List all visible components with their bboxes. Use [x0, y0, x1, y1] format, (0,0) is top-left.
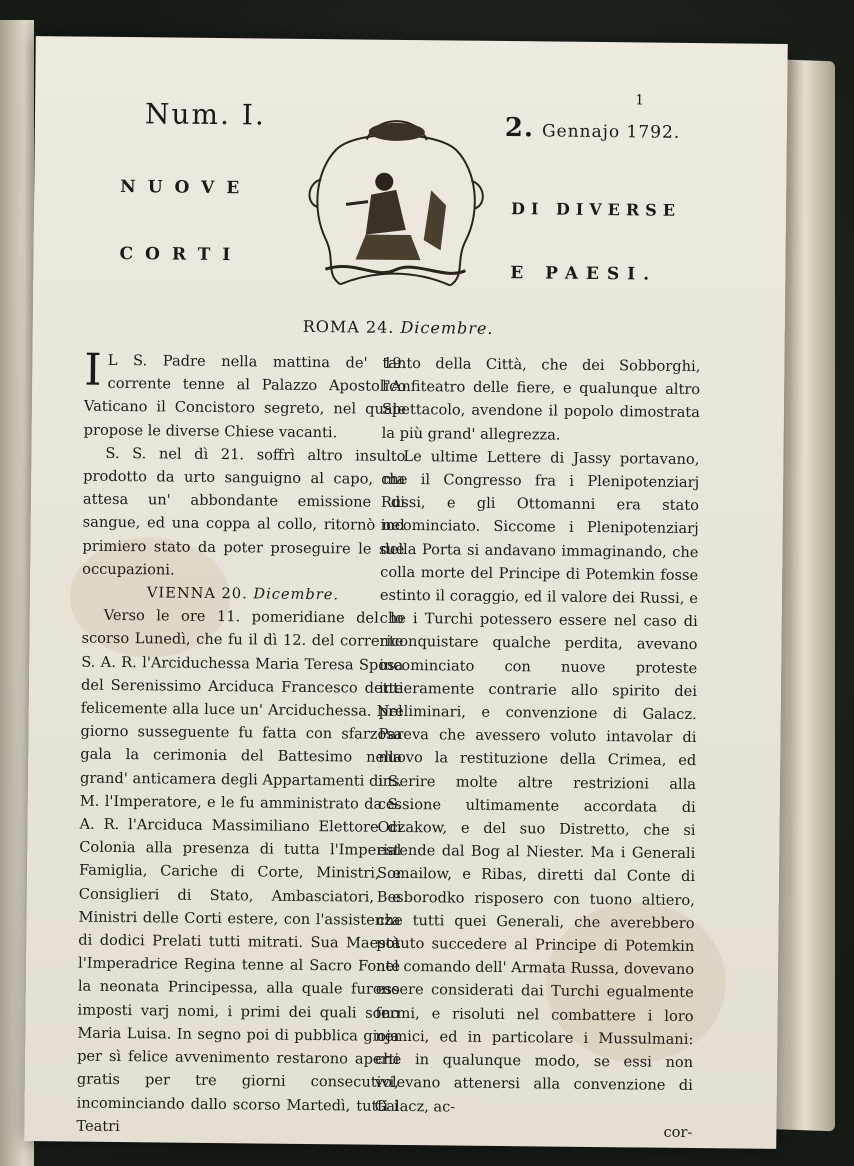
paragraph-text: S. S. nel dì 21. soffrì altro insulto prodotto da urto sanguigno al capo, ma attesa un' abbondante emissione di sangue, ed una coppa al collo, ritornò nel primiero stato da poter proseguire le sue occupazioni.	[82, 444, 406, 579]
issue-day: 2.	[504, 113, 535, 144]
title-di-diverse: DI DIVERSE	[510, 199, 682, 220]
issue-date	[505, 113, 681, 145]
issue-number: Num. I.	[144, 97, 267, 132]
dateline-place: VIENNA 20.	[146, 584, 248, 603]
title-e-paesi: E PAESI.	[510, 263, 658, 285]
catchword: cor-	[663, 1123, 693, 1141]
paragraph-text: tanto della Città, che dei Sobborghi, l'Anfiteatro delle fiere, e qualunque altro Spettacolo, avendone il popolo dimostrata la più grand' allegrezza.	[381, 354, 701, 444]
dateline-date: Dicembre.	[400, 317, 494, 338]
paragraph-text: L S. Padre nella mattina de' 19. corrente tenne al Palazzo Apostolico Vaticano il Concistoro segreto, nel quale propose le diverse Chiese vacanti.	[83, 351, 407, 441]
paragraph-text: Le ultime Lettere di Jassy portavano, che il Congresso fra i Plenipotenziarj Russi, e gli Ottomanni era stato incominciato. Siccome i Plenipotenziarj della Porta si andavano immaginando, che colla morte del Principe di Potemkin fosse estinto il coraggio, ed il valore dei Russi, e che i Turchi potessero essere nel caso di riconquistare qualche perdita, avevano incominciato con nuove proteste intieramente contrarie allo spirito dei preliminari, e convenzione di Galacz. Pareva che avessero voluto intavolar di nuovo la restituzione della Crimea, ed inserire molte altre restrizioni alla cessione ultimamente accordata di Oczakow, e del suo Distretto, che si estende dal Bog al Niester. Ma i Generali Somailow, e Ribas, diretti dal Conte di Besborodko risposero con tuono altiero, che tutti quei Generali, che averebbero potuto succedere al Principe di Potemkin nel comando dell' Armata Russa, dovevano essere considerati dai Turchi egualmente fermi, e risoluti nel combattere i loro nemici, ed in particolare i Mussulmani: che in qualunque modo, se essi non volevano attenersi alla convenzione di Galacz, ac-	[374, 447, 700, 1116]
right-column	[374, 352, 700, 1144]
dropcap-letter: I	[84, 344, 102, 396]
paragraph-text: Verso le ore 11. pomeridiane del lo scorso Lunedì, che fu il dì 12. del corrente S. A. R. l'Arciduchessa Maria Teresa Sposa del Serenissimo Arciduca Francesco dette felicemente alla luce un' Arciduchessa. Nel giorno susseguente fu fatta con sfarzosa gala la cerimonia del Battesimo nella grand' anticamera degli Appartamenti di S. M. l'Imperatore, e le fu amministrato da S. A. R. l'Arciduca Massimiliano Elettore di Colonia alla presenza di tutta l'Imperial Famiglia, Cariche di Corte, Ministri, e Consiglieri di Stato, Ambasciatori, e Ministri delle Corti estere, con l'assistenza di dodici Prelati tutti mitrati. Sua Maestà l'Imperadrice Regina tenne al Sacro Fonte la neonata Principessa, alla quale furono imposti varj nomi, i primi dei quali sono Maria Luisa. In segno poi di pubblica gioja per sì felice avvenimento restarono aperti gratis per tre giorni consecutivi, incominciando dallo scorso Martedì, tutti i Teatri	[76, 607, 404, 1135]
title-corti: CORTI	[119, 243, 243, 266]
left-column	[76, 344, 407, 1141]
dateline-date: Dicembre.	[253, 585, 340, 604]
title-nuove: NUOVE	[120, 176, 252, 199]
newspaper-page	[24, 36, 788, 1149]
page-number: 1	[635, 92, 645, 109]
masthead	[32, 36, 787, 374]
issue-month-year: Gennajo 1792.	[541, 121, 681, 143]
dateline-roma	[303, 317, 494, 338]
masthead-emblem-icon	[295, 109, 497, 301]
article-rome-pope	[83, 344, 407, 445]
dateline-vienna	[82, 581, 404, 608]
dateline-place: ROMA 24.	[302, 316, 395, 337]
